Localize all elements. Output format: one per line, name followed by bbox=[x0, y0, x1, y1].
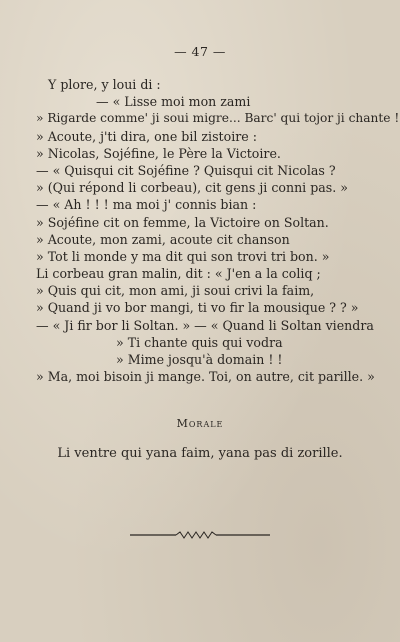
poem-line: » Tot li monde y ma dit qui son trovi tri bon. » bbox=[36, 248, 330, 264]
poem-line: » Nicolas, Sojéfine, le Père la Victoire. bbox=[36, 145, 281, 161]
poem-line: — « Ah ! ! ! ma moi j' connis bian : bbox=[36, 197, 257, 213]
poem-line: » Ma, moi bisoin ji mange. Toi, on autre, cit parille. » bbox=[36, 369, 375, 385]
ornament-divider bbox=[130, 528, 270, 542]
poem bbox=[36, 76, 400, 385]
poem-line: Y plore, y loui di : bbox=[48, 77, 161, 92]
poem-line: » Acoute, j'ti dira, one bil zistoire : bbox=[36, 128, 257, 144]
poem-line: » Ti chante quis qui vodra bbox=[116, 334, 283, 350]
poem-line: » Mime josqu'à domain ! ! bbox=[116, 352, 283, 367]
poem-line: Li corbeau gran malin, dit : « J'en a la coliq ; bbox=[36, 266, 321, 282]
moral-title: Morale bbox=[176, 417, 224, 430]
poem-line: » (Qui répond li corbeau), cit gens ji conni pas. » bbox=[36, 180, 348, 196]
poem-line: » Acoute, mon zami, acoute cit chanson bbox=[36, 231, 290, 247]
poem-line: — « Lisse moi mon zami bbox=[96, 94, 251, 110]
poem-line: — « Quisqui cit Sojéfine ? Quisqui cit Nicolas ? bbox=[36, 162, 336, 178]
page-number: — 47 — bbox=[174, 44, 226, 59]
poem-line: » Quand ji vo bor mangi, ti vo fir la mousique ? ? » bbox=[36, 300, 359, 316]
poem-line: » Rigarde comme' ji soui migre... Barc' qui tojor ji chante ! bbox=[36, 111, 400, 126]
moral-text: Li ventre qui yana faim, yana pas di zorille. bbox=[57, 446, 343, 461]
poem-line: — « Ji fir bor li Soltan. » — « Quand li Soltan viendra bbox=[36, 317, 374, 333]
poem-line: » Quis qui cit, mon ami, ji soui crivi la faim, bbox=[36, 283, 315, 299]
poem-line: » Sojéfine cit on femme, la Victoire on Soltan. bbox=[36, 214, 329, 230]
